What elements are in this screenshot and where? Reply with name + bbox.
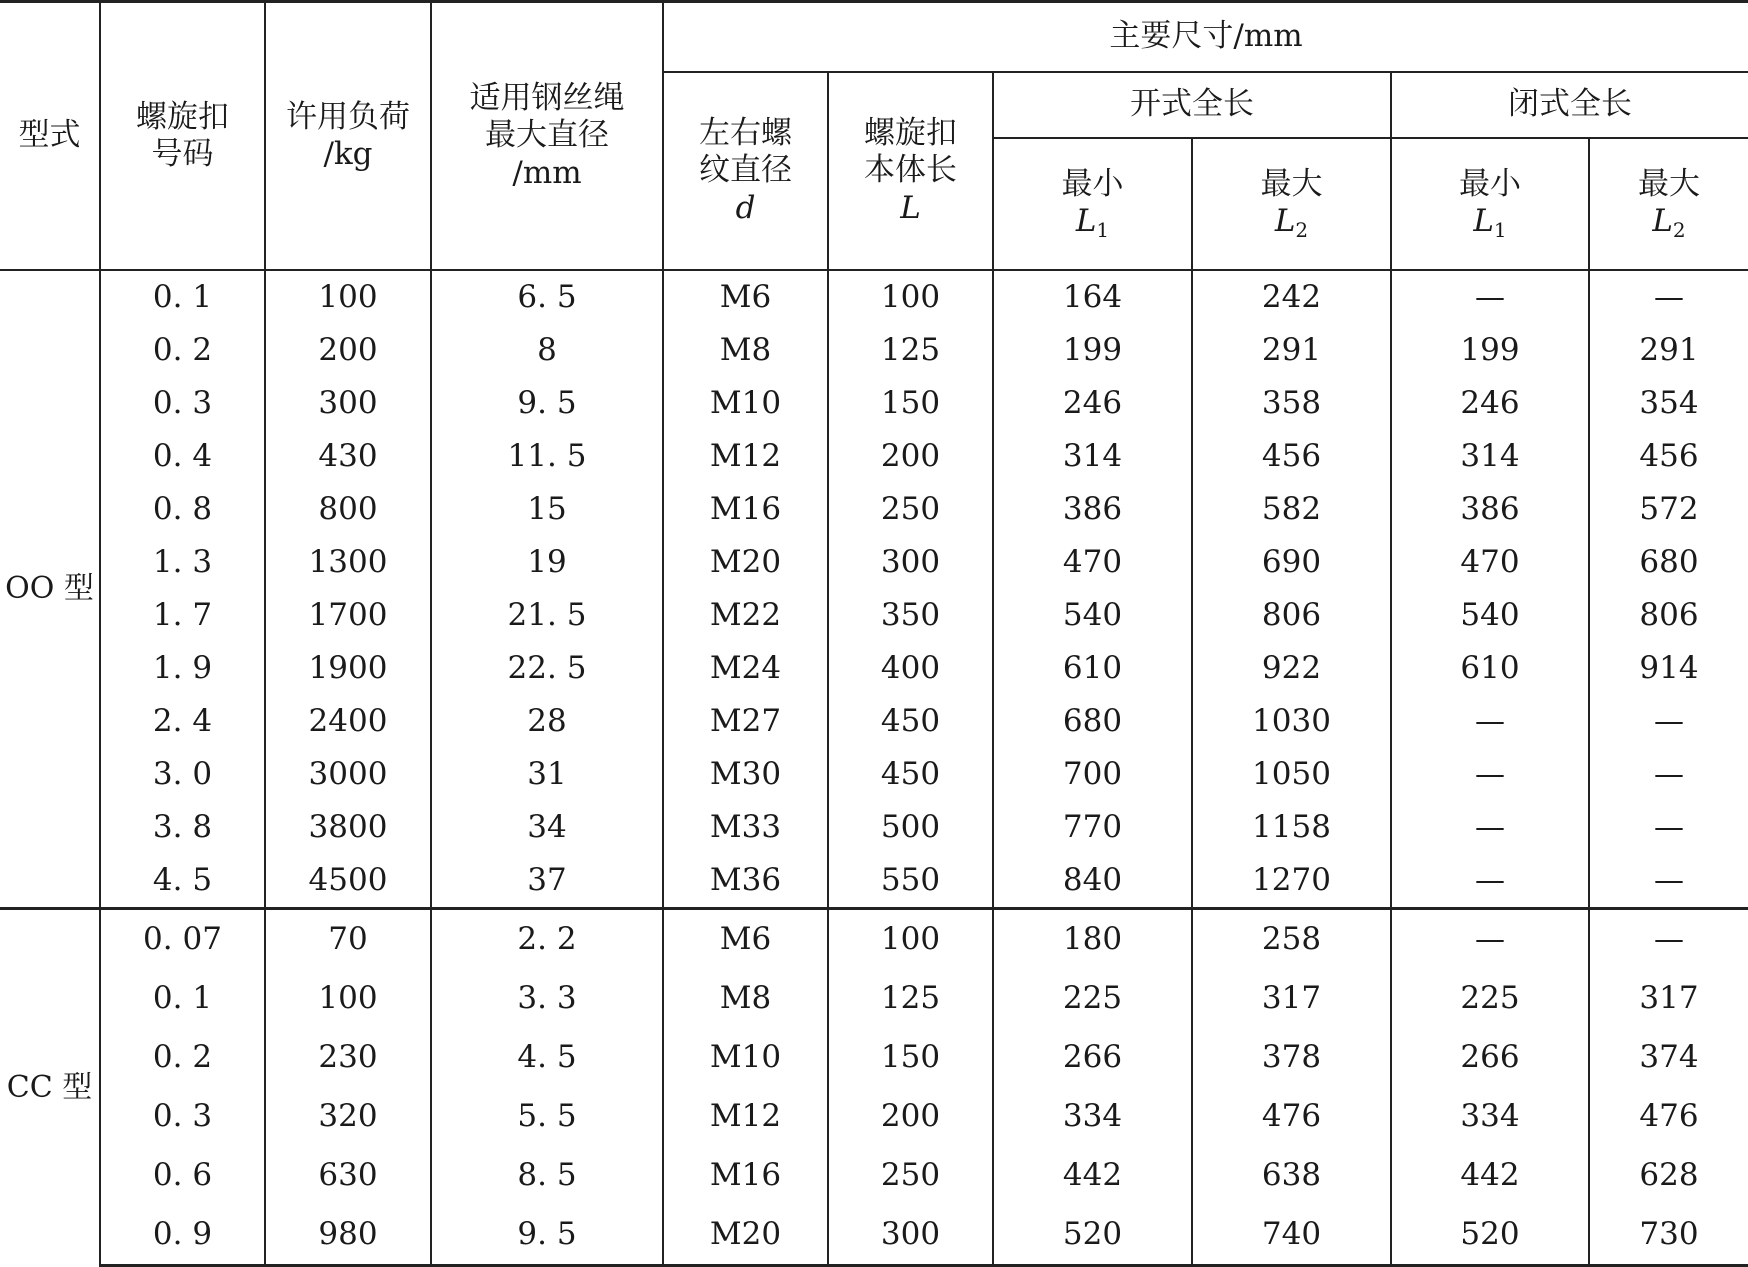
cell-number: 0. 1	[100, 969, 265, 1028]
cell-load: 100	[265, 270, 431, 324]
cell-body-length: 250	[828, 1146, 993, 1205]
open-max-label: 最大	[1260, 165, 1323, 202]
cell-closed-min: 540	[1391, 589, 1589, 642]
cell-open-max: 358	[1192, 377, 1391, 430]
cell-body-length: 250	[828, 483, 993, 536]
cell-open-min: 164	[993, 270, 1192, 324]
cell-open-max: 476	[1192, 1087, 1391, 1146]
cell-open-max: 1270	[1192, 854, 1391, 909]
cell-thread: M16	[663, 483, 828, 536]
cell-body-length: 150	[828, 377, 993, 430]
cell-open-max: 922	[1192, 642, 1391, 695]
cell-thread: M36	[663, 854, 828, 909]
cell-open-max: 638	[1192, 1146, 1391, 1205]
cell-open-max: 740	[1192, 1205, 1391, 1266]
table-row	[0, 1087, 1748, 1146]
cell-load: 1300	[265, 536, 431, 589]
body-length-symbol: L	[900, 189, 921, 226]
table-row	[0, 536, 1748, 589]
cell-open-min: 314	[993, 430, 1192, 483]
cell-closed-max: —	[1589, 748, 1748, 801]
cell-rope-diameter: 31	[431, 748, 663, 801]
cell-load: 320	[265, 1087, 431, 1146]
cell-closed-max: 806	[1589, 589, 1748, 642]
cell-number: 0. 4	[100, 430, 265, 483]
cell-number: 0. 3	[100, 1087, 265, 1146]
cell-rope-diameter: 15	[431, 483, 663, 536]
closed-min-label: 最小	[1459, 165, 1521, 202]
cell-number: 3. 8	[100, 801, 265, 854]
cell-load: 430	[265, 430, 431, 483]
cell-rope-diameter: 11. 5	[431, 430, 663, 483]
cell-number: 0. 8	[100, 483, 265, 536]
cell-number: 0. 1	[100, 270, 265, 324]
cell-thread: M12	[663, 430, 828, 483]
header-closed-min	[1391, 138, 1589, 270]
thread-diameter-label: 左右螺 纹直径	[699, 115, 792, 189]
cell-thread: M16	[663, 1146, 828, 1205]
cell-closed-min: —	[1391, 854, 1589, 909]
cell-number: 3. 0	[100, 748, 265, 801]
cell-rope-diameter: 22. 5	[431, 642, 663, 695]
cell-closed-max: 456	[1589, 430, 1748, 483]
table-row	[0, 270, 1748, 324]
cell-number: 0. 07	[100, 909, 265, 970]
cell-load: 230	[265, 1028, 431, 1087]
cell-body-length: 200	[828, 430, 993, 483]
cell-number: 0. 2	[100, 1028, 265, 1087]
cell-load: 3000	[265, 748, 431, 801]
cell-body-length: 125	[828, 969, 993, 1028]
cell-closed-max: —	[1589, 909, 1748, 970]
cell-load: 100	[265, 969, 431, 1028]
cell-rope-diameter: 6. 5	[431, 270, 663, 324]
cell-body-length: 450	[828, 695, 993, 748]
closed-max-symbol: $L_2$	[1652, 203, 1686, 243]
cell-load: 4500	[265, 854, 431, 909]
open-max-symbol: $L_2$	[1274, 203, 1309, 243]
type-group-cell: CC 型	[0, 909, 100, 1266]
cell-thread: M8	[663, 969, 828, 1028]
cell-body-length: 200	[828, 1087, 993, 1146]
cell-open-max: 1158	[1192, 801, 1391, 854]
cell-load: 300	[265, 377, 431, 430]
cell-open-min: 266	[993, 1028, 1192, 1087]
cell-rope-diameter: 4. 5	[431, 1028, 663, 1087]
cell-thread: M20	[663, 1205, 828, 1266]
cell-load: 1900	[265, 642, 431, 695]
cell-closed-max: —	[1589, 695, 1748, 748]
cell-closed-max: 476	[1589, 1087, 1748, 1146]
cell-thread: M6	[663, 270, 828, 324]
cell-load: 800	[265, 483, 431, 536]
cell-number: 4. 5	[100, 854, 265, 909]
cell-open-max: 242	[1192, 270, 1391, 324]
table-row	[0, 695, 1748, 748]
cell-body-length: 150	[828, 1028, 993, 1087]
cell-open-min: 770	[993, 801, 1192, 854]
cell-thread: M6	[663, 909, 828, 970]
header-max-rope-diameter: 适用钢丝绳 最大直径 /mm	[431, 2, 663, 271]
type-group-cell: OO 型	[0, 270, 100, 909]
cell-open-min: 442	[993, 1146, 1192, 1205]
open-min-symbol: $L_1$	[1075, 203, 1110, 243]
cell-open-min: 540	[993, 589, 1192, 642]
table-row	[0, 1028, 1748, 1087]
cell-body-length: 350	[828, 589, 993, 642]
table-row	[0, 969, 1748, 1028]
cell-load: 2400	[265, 695, 431, 748]
thread-diameter-symbol: d	[735, 189, 756, 226]
cell-number: 1. 7	[100, 589, 265, 642]
cell-rope-diameter: 3. 3	[431, 969, 663, 1028]
cell-closed-min: —	[1391, 909, 1589, 970]
cell-closed-min: 314	[1391, 430, 1589, 483]
cell-number: 2. 4	[100, 695, 265, 748]
cell-open-min: 180	[993, 909, 1192, 970]
cell-thread: M24	[663, 642, 828, 695]
cell-thread: M12	[663, 1087, 828, 1146]
cell-closed-max: 317	[1589, 969, 1748, 1028]
cell-open-max: 378	[1192, 1028, 1391, 1087]
header-thread-diameter	[663, 72, 828, 270]
cell-body-length: 450	[828, 748, 993, 801]
cell-closed-max: —	[1589, 270, 1748, 324]
header-turnbuckle-number: 螺旋扣 号码	[100, 2, 265, 271]
cell-open-min: 840	[993, 854, 1192, 909]
cell-thread: M8	[663, 324, 828, 377]
header-type: 型式	[0, 2, 100, 271]
cell-load: 1700	[265, 589, 431, 642]
cell-open-min: 470	[993, 536, 1192, 589]
cell-closed-min: —	[1391, 801, 1589, 854]
cell-closed-min: 520	[1391, 1205, 1589, 1266]
cell-rope-diameter: 34	[431, 801, 663, 854]
cell-open-min: 386	[993, 483, 1192, 536]
cell-closed-max: 354	[1589, 377, 1748, 430]
cell-open-min: 520	[993, 1205, 1192, 1266]
cell-closed-min: 442	[1391, 1146, 1589, 1205]
table-row	[0, 430, 1748, 483]
cell-closed-max: 374	[1589, 1028, 1748, 1087]
table-body	[0, 270, 1748, 1266]
cell-thread: M22	[663, 589, 828, 642]
cell-closed-min: 266	[1391, 1028, 1589, 1087]
body-length-label: 螺旋扣 本体长	[864, 115, 957, 189]
table-row	[0, 801, 1748, 854]
header-open-min	[993, 138, 1192, 270]
table-row	[0, 748, 1748, 801]
cell-closed-max: 914	[1589, 642, 1748, 695]
cell-closed-max: 291	[1589, 324, 1748, 377]
cell-open-max: 690	[1192, 536, 1391, 589]
header-open-length: 开式全长	[993, 72, 1391, 138]
cell-open-min: 700	[993, 748, 1192, 801]
open-min-label: 最小	[1061, 165, 1124, 202]
cell-closed-min: 334	[1391, 1087, 1589, 1146]
cell-rope-diameter: 8	[431, 324, 663, 377]
cell-rope-diameter: 8. 5	[431, 1146, 663, 1205]
table-row	[0, 909, 1748, 970]
table-row	[0, 483, 1748, 536]
cell-rope-diameter: 19	[431, 536, 663, 589]
cell-rope-diameter: 9. 5	[431, 1205, 663, 1266]
cell-load: 3800	[265, 801, 431, 854]
cell-body-length: 400	[828, 642, 993, 695]
cell-closed-min: 199	[1391, 324, 1589, 377]
table-row	[0, 1205, 1748, 1266]
cell-closed-min: 246	[1391, 377, 1589, 430]
cell-body-length: 550	[828, 854, 993, 909]
table-row	[0, 1146, 1748, 1205]
closed-min-symbol: $L_1$	[1473, 203, 1507, 243]
table-row	[0, 377, 1748, 430]
cell-open-max: 317	[1192, 969, 1391, 1028]
cell-open-min: 225	[993, 969, 1192, 1028]
closed-max-label: 最大	[1638, 165, 1700, 202]
cell-body-length: 500	[828, 801, 993, 854]
cell-load: 70	[265, 909, 431, 970]
cell-rope-diameter: 21. 5	[431, 589, 663, 642]
cell-number: 0. 2	[100, 324, 265, 377]
cell-number: 1. 9	[100, 642, 265, 695]
cell-closed-min: —	[1391, 695, 1589, 748]
cell-rope-diameter: 28	[431, 695, 663, 748]
cell-closed-min: —	[1391, 748, 1589, 801]
cell-open-min: 680	[993, 695, 1192, 748]
cell-open-max: 1050	[1192, 748, 1391, 801]
cell-thread: M20	[663, 536, 828, 589]
cell-thread: M10	[663, 1028, 828, 1087]
cell-closed-min: 610	[1391, 642, 1589, 695]
cell-load: 980	[265, 1205, 431, 1266]
header-body-length	[828, 72, 993, 270]
cell-thread: M27	[663, 695, 828, 748]
cell-body-length: 100	[828, 270, 993, 324]
cell-body-length: 300	[828, 536, 993, 589]
table-row	[0, 324, 1748, 377]
header-open-max	[1192, 138, 1391, 270]
cell-open-max: 1030	[1192, 695, 1391, 748]
cell-closed-min: 470	[1391, 536, 1589, 589]
cell-number: 0. 6	[100, 1146, 265, 1205]
cell-rope-diameter: 5. 5	[431, 1087, 663, 1146]
cell-open-max: 258	[1192, 909, 1391, 970]
cell-closed-min: 386	[1391, 483, 1589, 536]
header-allowable-load: 许用负荷 /kg	[265, 2, 431, 271]
cell-thread: M10	[663, 377, 828, 430]
cell-number: 0. 9	[100, 1205, 265, 1266]
cell-closed-max: 628	[1589, 1146, 1748, 1205]
cell-closed-min: —	[1391, 270, 1589, 324]
cell-number: 1. 3	[100, 536, 265, 589]
cell-closed-max: 730	[1589, 1205, 1748, 1266]
cell-load: 630	[265, 1146, 431, 1205]
cell-rope-diameter: 2. 2	[431, 909, 663, 970]
cell-closed-min: 225	[1391, 969, 1589, 1028]
cell-closed-max: —	[1589, 854, 1748, 909]
header-closed-length: 闭式全长	[1391, 72, 1748, 138]
cell-open-min: 334	[993, 1087, 1192, 1146]
cell-rope-diameter: 9. 5	[431, 377, 663, 430]
cell-open-max: 806	[1192, 589, 1391, 642]
cell-open-min: 246	[993, 377, 1192, 430]
cell-body-length: 100	[828, 909, 993, 970]
cell-open-max: 456	[1192, 430, 1391, 483]
table-row	[0, 589, 1748, 642]
cell-body-length: 125	[828, 324, 993, 377]
cell-open-max: 582	[1192, 483, 1391, 536]
cell-rope-diameter: 37	[431, 854, 663, 909]
cell-body-length: 300	[828, 1205, 993, 1266]
cell-open-min: 610	[993, 642, 1192, 695]
header-closed-max	[1589, 138, 1748, 270]
cell-thread: M30	[663, 748, 828, 801]
cell-open-max: 291	[1192, 324, 1391, 377]
cell-thread: M33	[663, 801, 828, 854]
header-main-dimensions: 主要尺寸/mm	[663, 2, 1748, 73]
cell-load: 200	[265, 324, 431, 377]
cell-closed-max: 572	[1589, 483, 1748, 536]
cell-closed-max: —	[1589, 801, 1748, 854]
cell-closed-max: 680	[1589, 536, 1748, 589]
table-row	[0, 854, 1748, 909]
cell-number: 0. 3	[100, 377, 265, 430]
table-row	[0, 642, 1748, 695]
cell-open-min: 199	[993, 324, 1192, 377]
